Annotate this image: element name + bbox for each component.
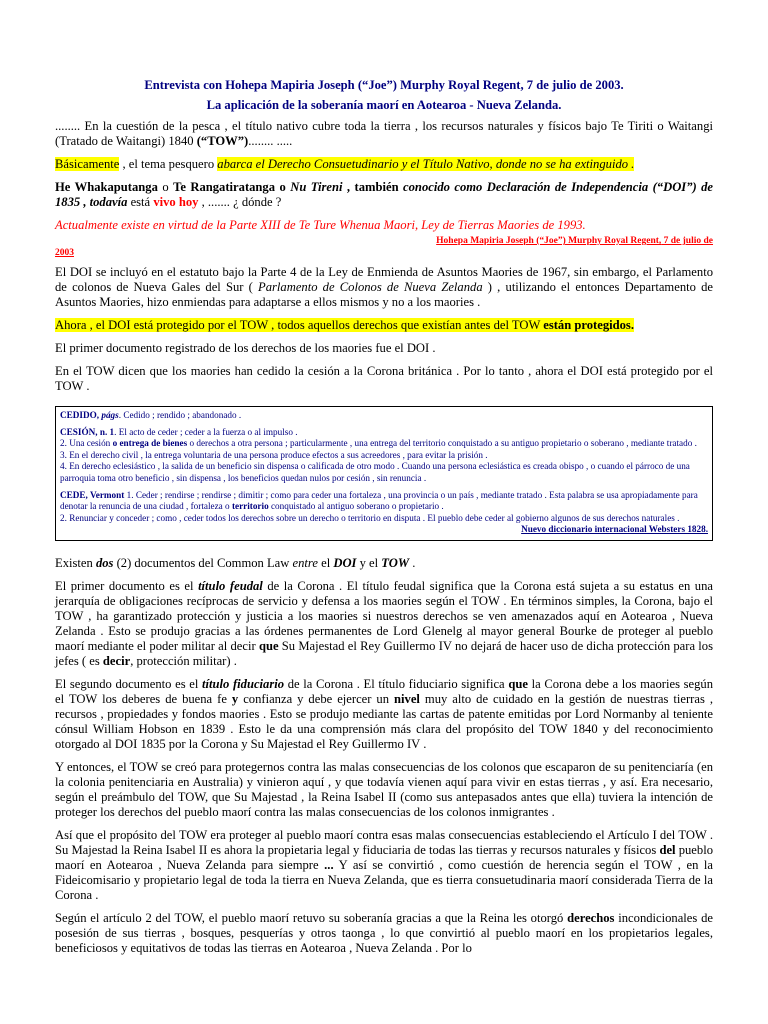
text-fragment: derechos [567, 910, 615, 925]
text-fragment: el tema pesquero [128, 157, 218, 171]
text-fragment: El segundo documento es el [55, 676, 203, 691]
paragraph-fiduciary-title [55, 677, 713, 752]
text-fragment: , [119, 157, 129, 171]
paragraph-basically [55, 157, 713, 172]
text-fragment: DOI [333, 555, 357, 570]
entry-head: CESIÓN, [60, 426, 98, 437]
entry-text: 4. En derecho eclesiástico , la salida de un beneficio sin dispensa o calificada de otro modo . Cuando una persona eclesiástica es creada obispo , o cuando el párroco de una parroquia toma otro beneficio , sin dispensa , los beneficios quedan nulos por cesión , sin renuncia . [60, 461, 690, 483]
dictionary-box [55, 406, 713, 541]
entry-text: 3. En el derecho civil , la entrega voluntaria de una persona produce efectos a sus acreedores , para evitar la prisión . [60, 449, 488, 460]
text-fragment: Nu Tireni [285, 180, 343, 194]
text-fragment: título feudal [198, 578, 263, 593]
entry-text: conquistado al antiguo soberano o propietario . [268, 501, 444, 512]
highlight-abarca: abarca [217, 157, 256, 171]
paragraph-two-documents [55, 556, 713, 571]
text-fragment: que [258, 638, 279, 653]
text-fragment: muy alto de cuidado en la gestión de nuestras tierras , recursos , propiedades y fondos maories . Esto se produjo mediante las cartas de patente emitidas por Lord Normanby al teniente cónsul William Hobson en 1839 . Esto le da una comprensión más clara del propósito del TOW 1840 y del reconocimiento otorgado al DOI 1835 por la Corona y Su Majestad el Rey Guillermo IV . [55, 691, 713, 751]
text-fragment: y el [356, 555, 382, 570]
paragraph-cession: En el TOW dicen que los maories han cedido la cesión a la Corona británica . Por lo tanto , ahora el DOI está protegido por el TOW . [55, 364, 713, 393]
settler-parliament: Parlamento de Colonos de Nueva Zelanda [258, 280, 483, 294]
dictionary-entry-cesion [60, 427, 708, 485]
text-fragment: dos [95, 555, 114, 570]
text-fragment: y [231, 691, 239, 706]
text-fragment: TOW [381, 555, 410, 570]
text-fragment: (2) documentos del Common Law [113, 555, 293, 570]
credit-year: 2003 [55, 248, 74, 258]
text-fragment: ) , utilizando el entonces Departamento de Asuntos Maories, hizo enmiendas para adaptarse a ellos mismos y no a los maories . [55, 280, 713, 309]
text-fragment: Te Rangatiratanga o [173, 180, 286, 194]
paragraph-part-xiii [55, 218, 713, 259]
text-fragment: pueblo maorí en Aotearoa , Nueva Zelanda para siempre [55, 842, 713, 872]
credit-date: 7 de julio de [661, 236, 713, 246]
paragraph-declaration [55, 180, 713, 210]
text-fragment: Según el artículo 2 del TOW, el pueblo maorí retuvo su soberanía gracias a que la Reina les otorgó [55, 910, 568, 925]
paragraph-statute [55, 265, 713, 310]
text-fragment: nivel [394, 691, 420, 706]
paragraph-fishing [55, 119, 713, 149]
paragraph-protected [55, 318, 713, 333]
entry-pos: págs [99, 410, 119, 420]
entry-text: o derechos a otra persona ; particularmente , una entrega del territorio conquistado a su antiguo propietario o soberano , mediante tratado . [187, 438, 697, 449]
entry-head: CEDIDO, [60, 410, 100, 420]
paragraph-fishing-text: ........ En la cuestión de la pesca , el título nativo cubre toda la tierra , los recursos naturales y físicos bajo Te Tiriti o Waitangi (Tratado de Waitangi) 1840 [55, 119, 713, 148]
text-fragment: , todavía [80, 195, 128, 209]
paragraph-feudal-title [55, 579, 713, 669]
document-title: Entrevista con Hohepa Mapiria Joseph (“Joe”) Murphy Royal Regent, 7 de julio de 2003. [144, 78, 624, 92]
tow-abbrev: (“TOW”) [196, 134, 249, 148]
document-subtitle: La aplicación de la soberanía maorí en Aotearoa - Nueva Zelanda. [206, 98, 562, 112]
text-fragment: . [409, 555, 416, 570]
text-fragment: ... [324, 857, 334, 872]
entry-text: 2. Una cesión [60, 438, 113, 449]
highlight-protected-text: Ahora , el DOI está protegido por el TOW , todos aquellos derechos que existían antes del TOW [55, 318, 544, 332]
text-fragment: del [659, 842, 676, 857]
text-fragment: He Whakaputanga [55, 180, 158, 194]
entry-bold: o entrega de bienes [112, 438, 188, 449]
text-fragment: título fiduciario [202, 676, 285, 691]
paragraph-fishing-tail: ........ ..... [248, 134, 293, 148]
paragraph-tow-created: Y entonces, el TOW se creó para protegernos contra las malas consecuencias de los colonos que escaparon de su penitenciaría (en la colonia penitenciaria en Australia) y vinieron aquí , y que todavía vienen aquí para vivir en estas tierras , y así. Era necesario, según el preámbulo del TOW, que Su Majestad , la Reina Isabel II (como sus antepasados antes que ella) tuviera la intención de proteger los derechos del pueblo maorí contra las malas consecuencias de los colonos inmigrantes . [55, 759, 713, 819]
text-fragment: El primer documento es el [55, 578, 199, 593]
paragraph-first-document: El primer documento registrado de los derechos de los maories fue el DOI . [55, 341, 436, 355]
text-fragment: conocido como Declaración de Independencia (“DOI”) de 1835 [55, 180, 714, 209]
credit-author: Hohepa Mapiria Joseph (“Joe”) Murphy Royal Regent, [436, 236, 662, 246]
highlight-protected-bold: están protegidos. [543, 318, 634, 332]
text-fragment: , protección militar) . [130, 653, 237, 668]
document-page [55, 78, 713, 964]
entry-pos: n. 1 [97, 426, 115, 437]
alive-today: vivo hoy [153, 195, 199, 209]
entry-bold: territorio [231, 501, 269, 512]
text-fragment: o [157, 180, 174, 194]
entry-text: 2. Renunciar y conceder ; como , ceder todos los derechos sobre un derecho o territorio en disputa . El pueblo debe ceder al gobierno algunos de sus derechos naturales . [60, 512, 680, 523]
text-fragment: de la Corona . El título fiduciario significa [284, 676, 509, 691]
text-fragment: , también [342, 180, 404, 194]
text-fragment: el [317, 555, 334, 570]
text-fragment: , ....... ¿ dónde ? [198, 195, 282, 209]
dictionary-source: Nuevo diccionario internacional Websters 1828. [521, 524, 708, 535]
text-fragment: Su Majestad el Rey Guillermo IV no dejará de hacer uso de dicha protección para los jefes ( es [55, 638, 713, 668]
text-fragment: El DOI se incluyó en el estatuto bajo la Parte 4 de la Ley de Enmienda de Asuntos Maories de 1967, sin embargo, el Parlamento de colonos de Nueva Gales del Sur ( [55, 265, 713, 294]
text-fragment: Existen [55, 555, 96, 570]
text-fragment: de la Corona . El título feudal significa que la Corona está sujeta a su estatus en una jerarquía de obligaciones recíprocas de servicio y defensa a los maories según el TOW . En términos simples, la Corona, bajo el TOW , ha garantizado protección y justicia a los maories si nuestros derechos se ven amenazados aquí en Aotearoa , Nueva Zelanda . Esto se produjo gracias a las órdenes permanentes de Lord Glenelg al mayor general Bourke de proteger al pueblo maorí mediante el poder militar al decir [55, 578, 713, 653]
dictionary-entry-cede [60, 490, 708, 536]
text-fragment: la Corona debe a los maories según el TOW los deberes de buena fe [55, 676, 714, 706]
credit-line [55, 232, 713, 247]
part-xiii-text: Actualmente existe en virtud de la Parte XIII de Te Ture Whenua Maori, Ley de Tierras Maories de 1993. [55, 218, 586, 232]
text-fragment: decir [102, 653, 131, 668]
text-fragment: Y así se convirtió , como cuestión de herencia según el TOW , en la Fideicomisario y propietario legal de toda la tierra en Nueva Zelanda, que es tierra consuetudinaria maorí considerada Tierra de la Corona . [55, 857, 713, 902]
highlight-customary-law: el Derecho Consuetudinario y el Título Nativo, donde no se ha extinguido . [255, 157, 635, 171]
paragraph-article-two [55, 911, 713, 956]
entry-text: . Cedido ; rendido ; abandonado . [118, 410, 242, 420]
highlight-basically: Básicamente [55, 157, 120, 171]
text-fragment: está [127, 195, 154, 209]
text-fragment: confianza y debe ejercer un [238, 691, 395, 706]
entry-head: CEDE, Vermont [60, 489, 125, 500]
text-fragment: entre [292, 555, 318, 570]
entry-text: . El acto de ceder ; ceder a la fuerza o al impulso . [114, 426, 298, 437]
dictionary-entry-cedido [60, 410, 708, 422]
paragraph-article-one [55, 828, 713, 903]
text-fragment: que [508, 676, 528, 691]
text-fragment: Así que el propósito del TOW era proteger al pueblo maorí contra esas malas consecuencias estableciendo el Artículo I del TOW . Su Majestad la Reina Isabel II es ahora la propietaria legal y fiduciaria de todas las tierras y recursos naturales y físicos [55, 827, 713, 857]
text-fragment: incondicionales de posesión de sus tierras , bosques, pesquerías y otros taonga , lo que convirtió al pueblo maorí en los propietarios legales, beneficiosos y equitativos de todas las tierras en Aotearoa , Nueva Zelanda . Por lo [55, 910, 713, 955]
entry-text: 1. Ceder ; rendirse ; rendirse ; dimitir ; como para ceder una fortaleza , una provincia o un país , mediante tratado . Esta palabra se usa apropiadamente para denotar la renuncia de una ciudad , fortaleza o [60, 489, 698, 512]
